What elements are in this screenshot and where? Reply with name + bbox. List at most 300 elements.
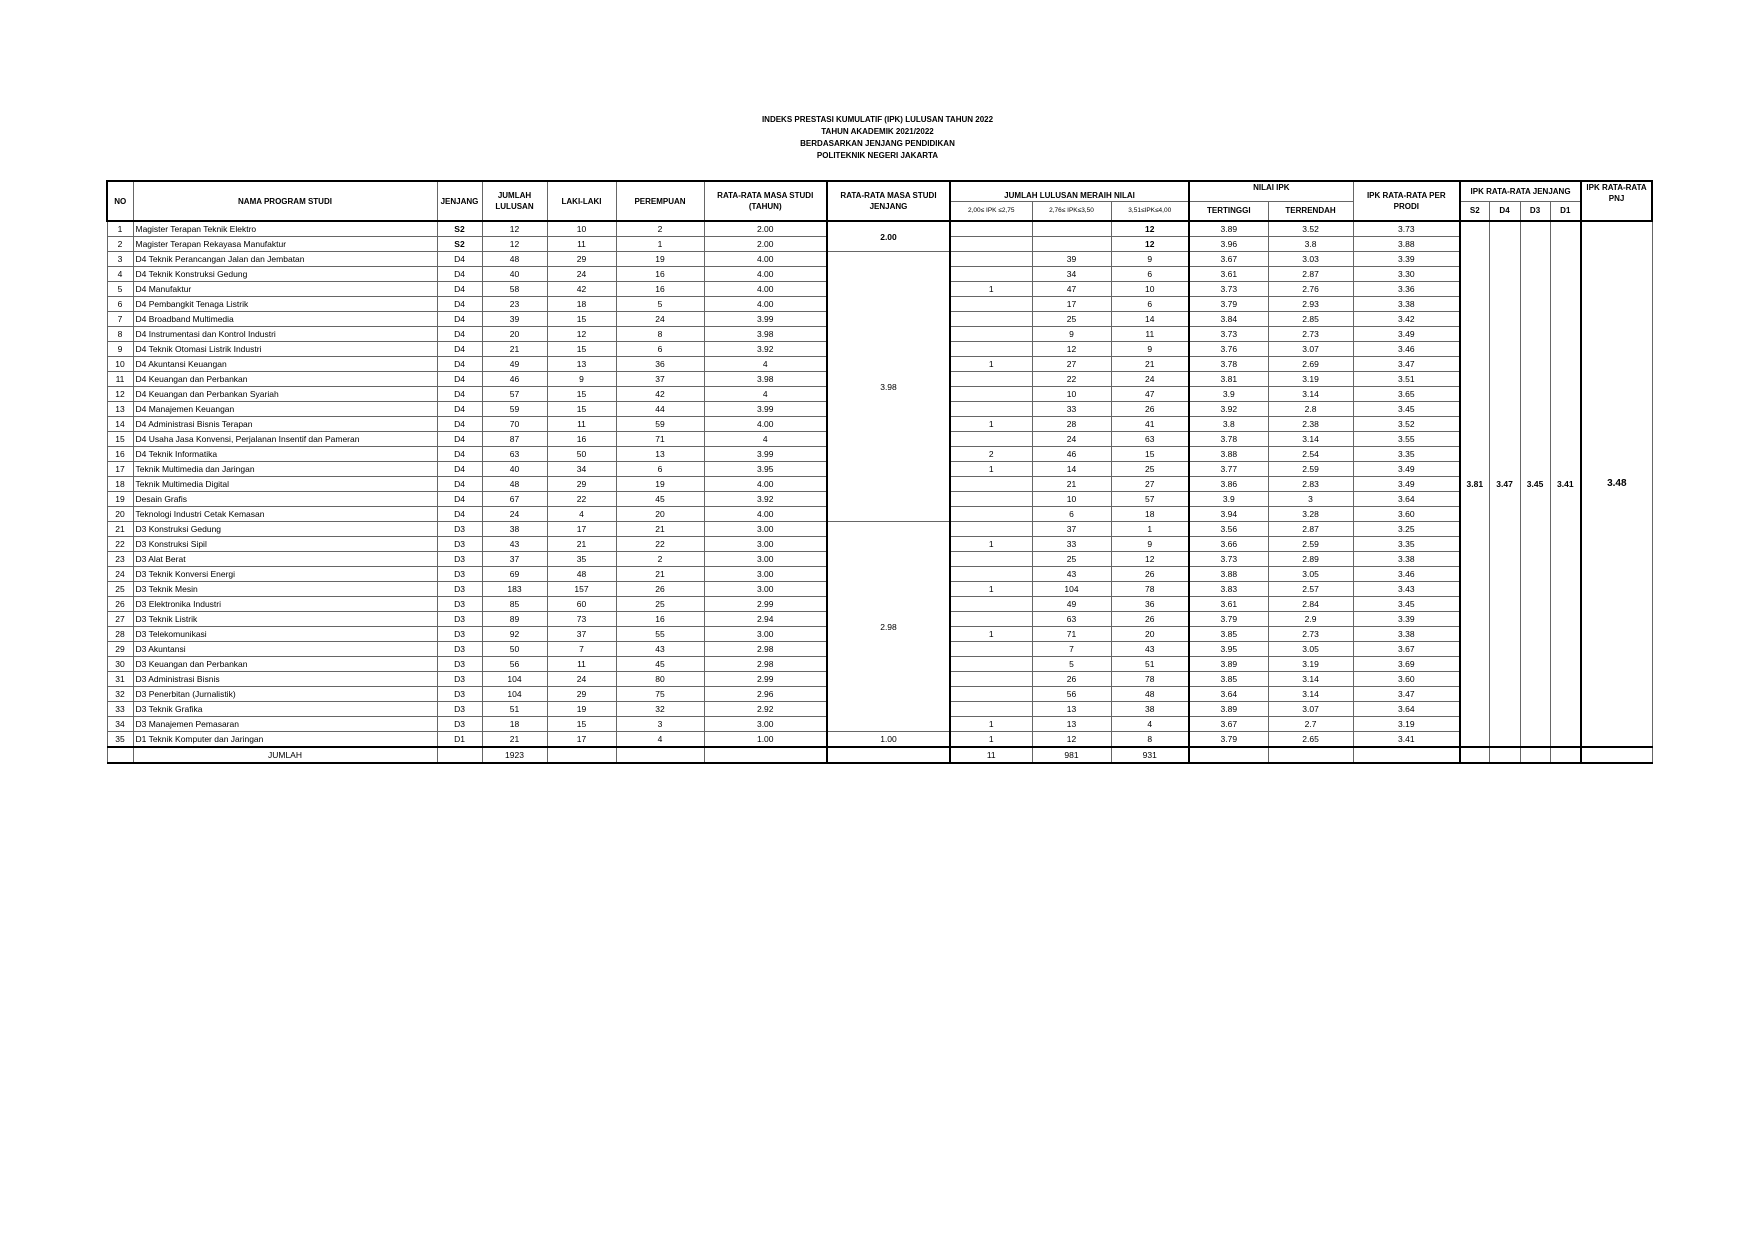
row-nama: D4 Keuangan dan Perbankan Syariah <box>133 387 437 402</box>
masa-studi-jenjang-d1: 1.00 <box>827 732 950 748</box>
row-range-3: 38 <box>1111 702 1189 717</box>
row-perempuan: 6 <box>616 342 704 357</box>
row-ipk-prodi: 3.38 <box>1353 552 1460 567</box>
row-no: 32 <box>107 687 133 702</box>
row-nama: D3 Administrasi Bisnis <box>133 672 437 687</box>
row-range-1: 1 <box>950 417 1032 432</box>
row-no: 12 <box>107 387 133 402</box>
row-nama: D3 Keuangan dan Perbankan <box>133 657 437 672</box>
row-terrendah: 2.38 <box>1268 417 1353 432</box>
total-jumlah: 1923 <box>482 747 547 763</box>
row-range-2: 47 <box>1032 282 1111 297</box>
row-jenjang: D4 <box>437 282 482 297</box>
row-ipk-prodi: 3.41 <box>1353 732 1460 748</box>
row-no: 21 <box>107 522 133 537</box>
ipk-jenjang-d3: 3.45 <box>1520 221 1550 747</box>
row-perempuan: 45 <box>616 492 704 507</box>
row-ipk-prodi: 3.35 <box>1353 537 1460 552</box>
total-tertinggi <box>1189 747 1268 763</box>
row-terrendah: 2.87 <box>1268 522 1353 537</box>
row-terrendah: 2.87 <box>1268 267 1353 282</box>
header-masa-studi: RATA-RATA MASA STUDI (TAHUN) <box>704 181 827 221</box>
row-tertinggi: 3.77 <box>1189 462 1268 477</box>
row-masa-studi: 3.92 <box>704 342 827 357</box>
row-range-1 <box>950 492 1032 507</box>
row-range-1: 1 <box>950 282 1032 297</box>
row-tertinggi: 3.84 <box>1189 312 1268 327</box>
row-laki: 34 <box>547 462 616 477</box>
row-perempuan: 25 <box>616 597 704 612</box>
total-s2 <box>1460 747 1489 763</box>
row-range-3: 6 <box>1111 297 1189 312</box>
row-masa-studi: 3.00 <box>704 582 827 597</box>
row-range-2: 28 <box>1032 417 1111 432</box>
row-laki: 15 <box>547 342 616 357</box>
row-jenjang: D4 <box>437 327 482 342</box>
row-ipk-prodi: 3.25 <box>1353 522 1460 537</box>
row-jenjang: D4 <box>437 357 482 372</box>
row-range-2: 10 <box>1032 492 1111 507</box>
header-s2: S2 <box>1460 201 1489 221</box>
row-jenjang: D4 <box>437 462 482 477</box>
total-no <box>107 747 133 763</box>
row-jumlah: 18 <box>482 717 547 732</box>
row-perempuan: 19 <box>616 477 704 492</box>
row-no: 5 <box>107 282 133 297</box>
row-ipk-prodi: 3.38 <box>1353 627 1460 642</box>
header-ipk-prodi: IPK RATA-RATA PER PRODI <box>1353 181 1460 221</box>
row-range-2: 12 <box>1032 342 1111 357</box>
row-tertinggi: 3.79 <box>1189 612 1268 627</box>
row-jenjang: D4 <box>437 372 482 387</box>
row-terrendah: 2.73 <box>1268 627 1353 642</box>
row-tertinggi: 3.94 <box>1189 507 1268 522</box>
row-perempuan: 4 <box>616 732 704 748</box>
row-terrendah: 3.14 <box>1268 687 1353 702</box>
row-masa-studi: 4 <box>704 387 827 402</box>
row-nama: D3 Elektronika Industri <box>133 597 437 612</box>
row-terrendah: 2.57 <box>1268 582 1353 597</box>
row-no: 28 <box>107 627 133 642</box>
row-terrendah: 2.54 <box>1268 447 1353 462</box>
ipk-jenjang-d1: 3.41 <box>1550 221 1581 747</box>
row-no: 8 <box>107 327 133 342</box>
row-ipk-prodi: 3.36 <box>1353 282 1460 297</box>
row-perempuan: 36 <box>616 357 704 372</box>
header-no: NO <box>107 181 133 221</box>
row-nama: D4 Manajemen Keuangan <box>133 402 437 417</box>
row-laki: 50 <box>547 447 616 462</box>
row-range-2: 56 <box>1032 687 1111 702</box>
row-range-1 <box>950 672 1032 687</box>
row-laki: 157 <box>547 582 616 597</box>
row-range-2: 12 <box>1032 732 1111 748</box>
row-jenjang: D4 <box>437 477 482 492</box>
row-tertinggi: 3.64 <box>1189 687 1268 702</box>
row-no: 27 <box>107 612 133 627</box>
row-perempuan: 21 <box>616 522 704 537</box>
row-range-1 <box>950 612 1032 627</box>
row-laki: 19 <box>547 702 616 717</box>
row-perempuan: 5 <box>616 297 704 312</box>
row-jenjang: D3 <box>437 612 482 627</box>
row-nama: D4 Teknik Perancangan Jalan dan Jembatan <box>133 252 437 267</box>
row-jenjang: D4 <box>437 432 482 447</box>
header-terrendah: TERRENDAH <box>1268 201 1353 221</box>
row-jumlah: 43 <box>482 537 547 552</box>
row-terrendah: 2.69 <box>1268 357 1353 372</box>
row-jenjang: D4 <box>437 312 482 327</box>
row-tertinggi: 3.67 <box>1189 252 1268 267</box>
row-terrendah: 2.7 <box>1268 717 1353 732</box>
row-range-1 <box>950 687 1032 702</box>
row-ipk-prodi: 3.45 <box>1353 597 1460 612</box>
row-range-2: 13 <box>1032 702 1111 717</box>
row-tertinggi: 3.79 <box>1189 732 1268 748</box>
row-perempuan: 75 <box>616 687 704 702</box>
row-laki: 60 <box>547 597 616 612</box>
row-range-1 <box>950 702 1032 717</box>
row-ipk-prodi: 3.49 <box>1353 462 1460 477</box>
row-no: 2 <box>107 237 133 252</box>
row-range-1: 1 <box>950 717 1032 732</box>
row-no: 26 <box>107 597 133 612</box>
row-terrendah: 2.84 <box>1268 597 1353 612</box>
row-jumlah: 46 <box>482 372 547 387</box>
header-d3: D3 <box>1520 201 1550 221</box>
row-ipk-prodi: 3.46 <box>1353 342 1460 357</box>
row-nama: D4 Keuangan dan Perbankan <box>133 372 437 387</box>
row-range-1 <box>950 657 1032 672</box>
row-range-3: 47 <box>1111 387 1189 402</box>
total-range-2: 981 <box>1032 747 1111 763</box>
row-nama: D1 Teknik Komputer dan Jaringan <box>133 732 437 748</box>
row-jenjang: S2 <box>437 237 482 252</box>
row-jenjang: D4 <box>437 387 482 402</box>
row-tertinggi: 3.67 <box>1189 717 1268 732</box>
header-masa-studi-jenjang: RATA-RATA MASA STUDI JENJANG <box>827 181 950 221</box>
row-laki: 29 <box>547 477 616 492</box>
row-tertinggi: 3.89 <box>1189 657 1268 672</box>
document-title <box>0 114 1755 162</box>
row-jumlah: 40 <box>482 462 547 477</box>
row-laki: 11 <box>547 417 616 432</box>
row-range-1: 1 <box>950 462 1032 477</box>
row-no: 30 <box>107 657 133 672</box>
row-nama: D3 Teknik Konversi Energi <box>133 567 437 582</box>
row-nama: Teknik Multimedia Digital <box>133 477 437 492</box>
row-jenjang: D3 <box>437 597 482 612</box>
row-tertinggi: 3.92 <box>1189 402 1268 417</box>
row-nama: D4 Teknik Otomasi Listrik Industri <box>133 342 437 357</box>
title-line: POLITEKNIK NEGERI JAKARTA <box>816 151 939 160</box>
row-jenjang: D4 <box>437 417 482 432</box>
row-perempuan: 20 <box>616 507 704 522</box>
row-jumlah: 92 <box>482 627 547 642</box>
masa-studi-jenjang-d4: 3.98 <box>827 252 950 522</box>
row-jenjang: D3 <box>437 522 482 537</box>
row-range-2: 24 <box>1032 432 1111 447</box>
row-jenjang: D3 <box>437 717 482 732</box>
row-range-3: 48 <box>1111 687 1189 702</box>
row-jenjang: D1 <box>437 732 482 748</box>
total-d3 <box>1520 747 1550 763</box>
row-ipk-prodi: 3.49 <box>1353 477 1460 492</box>
row-nama: D4 Teknik Informatika <box>133 447 437 462</box>
row-jenjang: D4 <box>437 297 482 312</box>
row-jumlah: 67 <box>482 492 547 507</box>
row-laki: 15 <box>547 312 616 327</box>
row-range-1 <box>950 642 1032 657</box>
row-masa-studi: 3.95 <box>704 462 827 477</box>
row-masa-studi: 4 <box>704 357 827 372</box>
row-terrendah: 3.05 <box>1268 642 1353 657</box>
row-perempuan: 1 <box>616 237 704 252</box>
row-terrendah: 2.59 <box>1268 462 1353 477</box>
header-d1: D1 <box>1550 201 1581 221</box>
row-nama: D4 Pembangkit Tenaga Listrik <box>133 297 437 312</box>
row-range-2: 25 <box>1032 552 1111 567</box>
row-range-2: 26 <box>1032 672 1111 687</box>
header-range-2: 2,76≤ IPK≤3,50 <box>1032 201 1111 221</box>
row-terrendah: 3.14 <box>1268 387 1353 402</box>
row-jumlah: 104 <box>482 687 547 702</box>
row-no: 29 <box>107 642 133 657</box>
row-tertinggi: 3.61 <box>1189 597 1268 612</box>
row-masa-studi: 3.00 <box>704 537 827 552</box>
row-range-3: 57 <box>1111 492 1189 507</box>
row-tertinggi: 3.9 <box>1189 387 1268 402</box>
row-perempuan: 8 <box>616 327 704 342</box>
row-ipk-prodi: 3.43 <box>1353 582 1460 597</box>
row-jumlah: 23 <box>482 297 547 312</box>
row-terrendah: 2.76 <box>1268 282 1353 297</box>
row-perempuan: 3 <box>616 717 704 732</box>
row-jumlah: 87 <box>482 432 547 447</box>
row-terrendah: 3.14 <box>1268 672 1353 687</box>
row-laki: 48 <box>547 567 616 582</box>
row-jumlah: 89 <box>482 612 547 627</box>
title-line: TAHUN AKADEMIK 2021/2022 <box>821 127 934 136</box>
row-terrendah: 3.07 <box>1268 342 1353 357</box>
row-masa-studi: 3.00 <box>704 627 827 642</box>
row-nama: Magister Terapan Teknik Elektro <box>133 221 437 237</box>
row-ipk-prodi: 3.55 <box>1353 432 1460 447</box>
row-range-1 <box>950 252 1032 267</box>
ipk-jenjang-d4: 3.47 <box>1489 221 1520 747</box>
row-jenjang: D4 <box>437 402 482 417</box>
row-tertinggi: 3.83 <box>1189 582 1268 597</box>
row-jumlah: 63 <box>482 447 547 462</box>
row-range-2: 33 <box>1032 402 1111 417</box>
masa-studi-jenjang-s2: 2.00 <box>827 221 950 252</box>
row-ipk-prodi: 3.47 <box>1353 687 1460 702</box>
row-range-3: 18 <box>1111 507 1189 522</box>
row-ipk-prodi: 3.45 <box>1353 402 1460 417</box>
row-range-3: 26 <box>1111 612 1189 627</box>
row-jenjang: D3 <box>437 627 482 642</box>
row-no: 1 <box>107 221 133 237</box>
row-range-3: 12 <box>1111 552 1189 567</box>
row-perempuan: 19 <box>616 252 704 267</box>
row-masa-studi: 1.00 <box>704 732 827 748</box>
row-range-3: 78 <box>1111 582 1189 597</box>
row-jumlah: 51 <box>482 702 547 717</box>
row-masa-studi: 4 <box>704 432 827 447</box>
total-terrendah <box>1268 747 1353 763</box>
total-jenjang <box>437 747 482 763</box>
row-jenjang: D3 <box>437 567 482 582</box>
total-d1 <box>1550 747 1581 763</box>
row-no: 4 <box>107 267 133 282</box>
row-jenjang: D4 <box>437 507 482 522</box>
total-label: JUMLAH <box>133 747 437 763</box>
row-ipk-prodi: 3.47 <box>1353 357 1460 372</box>
row-range-2: 17 <box>1032 297 1111 312</box>
row-range-3: 12 <box>1111 237 1189 252</box>
row-laki: 15 <box>547 402 616 417</box>
row-perempuan: 2 <box>616 221 704 237</box>
row-tertinggi: 3.78 <box>1189 432 1268 447</box>
row-jenjang: D3 <box>437 672 482 687</box>
row-nama: D4 Manufaktur <box>133 282 437 297</box>
row-laki: 29 <box>547 687 616 702</box>
row-jenjang: D3 <box>437 642 482 657</box>
row-nama: D4 Usaha Jasa Konvensi, Perjalanan Insentif dan Pameran <box>133 432 437 447</box>
total-pnj <box>1581 747 1652 763</box>
row-terrendah: 3.28 <box>1268 507 1353 522</box>
row-jenjang: D3 <box>437 582 482 597</box>
row-jenjang: D3 <box>437 537 482 552</box>
row-range-3: 6 <box>1111 267 1189 282</box>
row-perempuan: 45 <box>616 657 704 672</box>
row-perempuan: 71 <box>616 432 704 447</box>
row-nama: D3 Teknik Mesin <box>133 582 437 597</box>
row-range-3: 26 <box>1111 567 1189 582</box>
row-range-2: 7 <box>1032 642 1111 657</box>
row-range-1 <box>950 297 1032 312</box>
row-jumlah: 85 <box>482 597 547 612</box>
row-masa-studi: 2.99 <box>704 597 827 612</box>
row-nama: D4 Akuntansi Keuangan <box>133 357 437 372</box>
row-perempuan: 37 <box>616 372 704 387</box>
row-range-1 <box>950 522 1032 537</box>
row-range-3: 27 <box>1111 477 1189 492</box>
row-range-2: 34 <box>1032 267 1111 282</box>
row-laki: 35 <box>547 552 616 567</box>
row-laki: 73 <box>547 612 616 627</box>
row-no: 34 <box>107 717 133 732</box>
row-jumlah: 39 <box>482 312 547 327</box>
row-ipk-prodi: 3.52 <box>1353 417 1460 432</box>
row-nama: D3 Manajemen Pemasaran <box>133 717 437 732</box>
row-terrendah: 2.65 <box>1268 732 1353 748</box>
row-jenjang: D4 <box>437 267 482 282</box>
row-range-1 <box>950 432 1032 447</box>
row-terrendah: 3.14 <box>1268 432 1353 447</box>
row-range-3: 51 <box>1111 657 1189 672</box>
row-jenjang: D3 <box>437 552 482 567</box>
row-ipk-prodi: 3.38 <box>1353 297 1460 312</box>
row-tertinggi: 3.73 <box>1189 552 1268 567</box>
row-masa-studi: 4.00 <box>704 417 827 432</box>
row-laki: 29 <box>547 252 616 267</box>
row-terrendah: 3.19 <box>1268 657 1353 672</box>
row-jenjang: D4 <box>437 252 482 267</box>
row-range-1 <box>950 597 1032 612</box>
row-range-3: 78 <box>1111 672 1189 687</box>
row-jumlah: 56 <box>482 657 547 672</box>
row-laki: 11 <box>547 237 616 252</box>
row-tertinggi: 3.73 <box>1189 282 1268 297</box>
row-nama: D3 Penerbitan (Jurnalistik) <box>133 687 437 702</box>
row-laki: 4 <box>547 507 616 522</box>
row-perempuan: 6 <box>616 462 704 477</box>
row-range-1 <box>950 567 1032 582</box>
row-jumlah: 104 <box>482 672 547 687</box>
row-range-2: 22 <box>1032 372 1111 387</box>
row-terrendah: 2.8 <box>1268 402 1353 417</box>
row-jumlah: 50 <box>482 642 547 657</box>
row-perempuan: 26 <box>616 582 704 597</box>
row-terrendah: 2.85 <box>1268 312 1353 327</box>
row-range-3: 9 <box>1111 252 1189 267</box>
row-ipk-prodi: 3.73 <box>1353 221 1460 237</box>
row-perempuan: 55 <box>616 627 704 642</box>
row-tertinggi: 3.61 <box>1189 267 1268 282</box>
row-perempuan: 21 <box>616 567 704 582</box>
row-range-1 <box>950 507 1032 522</box>
row-tertinggi: 3.95 <box>1189 642 1268 657</box>
row-no: 20 <box>107 507 133 522</box>
row-ipk-prodi: 3.67 <box>1353 642 1460 657</box>
row-no: 22 <box>107 537 133 552</box>
header-lulusan-nilai: JUMLAH LULUSAN MERAIH NILAI <box>950 181 1189 201</box>
table-row <box>107 522 1652 537</box>
header-jenjang: JENJANG <box>437 181 482 221</box>
row-range-3: 26 <box>1111 402 1189 417</box>
row-ipk-prodi: 3.64 <box>1353 492 1460 507</box>
row-tertinggi: 3.81 <box>1189 372 1268 387</box>
row-masa-studi: 3.00 <box>704 522 827 537</box>
row-range-1 <box>950 237 1032 252</box>
table-row <box>107 252 1652 267</box>
row-ipk-prodi: 3.64 <box>1353 702 1460 717</box>
row-range-1: 1 <box>950 732 1032 748</box>
row-terrendah: 3.8 <box>1268 237 1353 252</box>
row-range-1: 1 <box>950 357 1032 372</box>
row-masa-studi: 3.00 <box>704 567 827 582</box>
total-laki <box>547 747 616 763</box>
row-ipk-prodi: 3.46 <box>1353 567 1460 582</box>
row-range-3: 24 <box>1111 372 1189 387</box>
row-masa-studi: 2.99 <box>704 672 827 687</box>
row-range-1: 1 <box>950 627 1032 642</box>
row-terrendah: 3.52 <box>1268 221 1353 237</box>
total-masa-jenjang <box>827 747 950 763</box>
row-range-3: 41 <box>1111 417 1189 432</box>
row-perempuan: 16 <box>616 282 704 297</box>
row-no: 31 <box>107 672 133 687</box>
row-nama: D3 Teknik Listrik <box>133 612 437 627</box>
row-jumlah: 69 <box>482 567 547 582</box>
row-perempuan: 13 <box>616 447 704 462</box>
row-terrendah: 3.19 <box>1268 372 1353 387</box>
header-laki: LAKI-LAKI <box>547 181 616 221</box>
ipk-pnj-value: 3.48 <box>1581 221 1652 747</box>
row-terrendah: 2.83 <box>1268 477 1353 492</box>
row-masa-studi: 2.00 <box>704 221 827 237</box>
